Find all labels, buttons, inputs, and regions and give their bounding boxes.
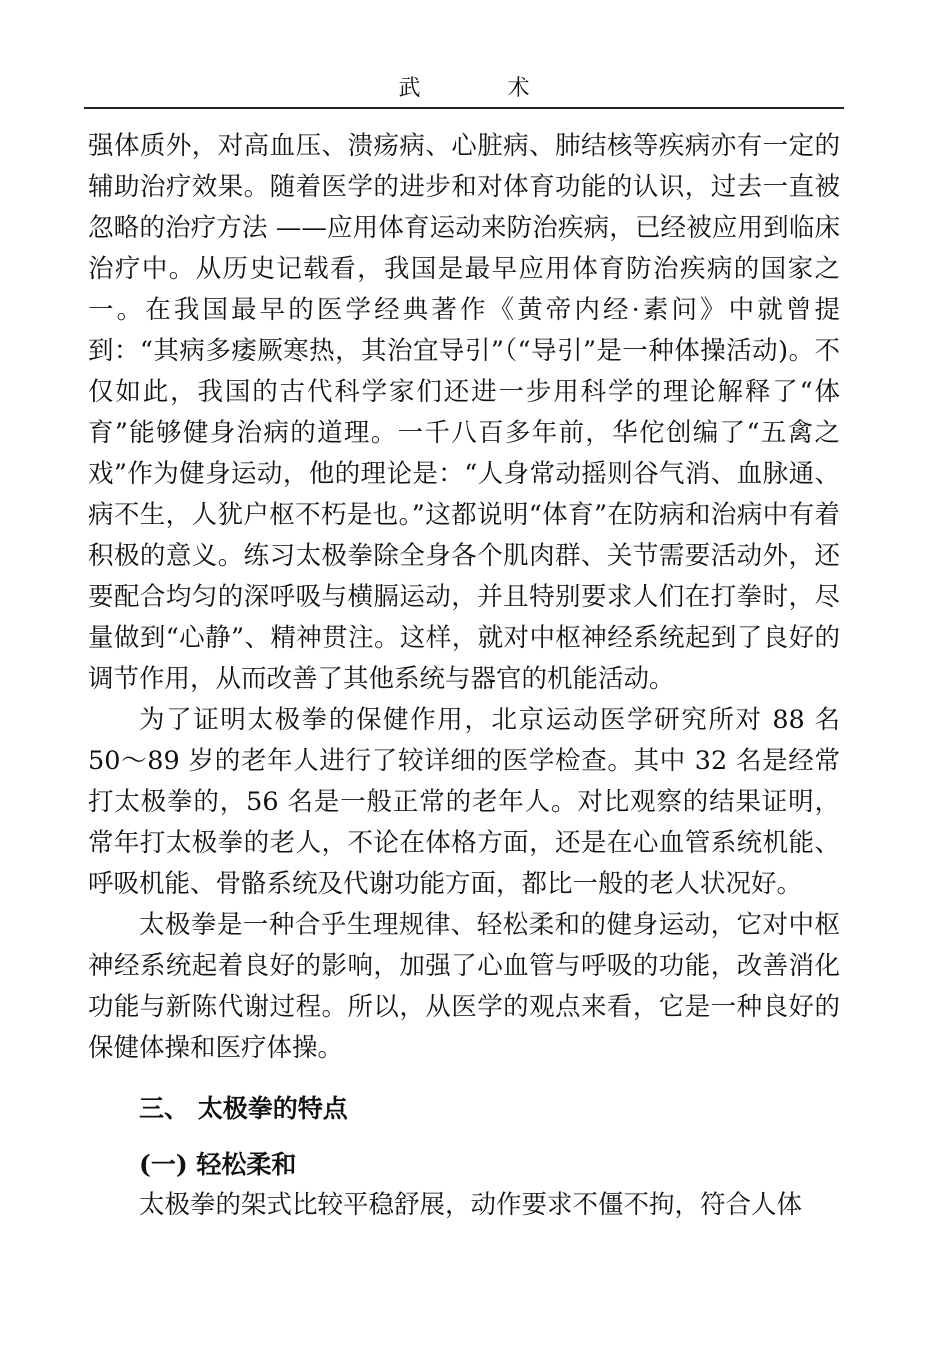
paragraph-section-start: 太极拳的架式比较平稳舒展，动作要求不僵不拘，符合人体 (139, 1190, 803, 1220)
running-header-title: 武 术 (398, 76, 570, 101)
section-heading: 三、 太极拳的特点 (139, 1094, 348, 1123)
paragraph-medical-study: 为了证明太极拳的保健作用，北京运动医学研究所对 88 名 50～89 岁的老年人进行了较详细的医学检查。其中 32 名是经常打太极拳的，56 名是一般正常的老年人。对比观察的结果证明，常年打太极拳的老人，不论在体格方面，还是在心血管系统机能、呼吸机能、骨骼系统及代谢功能方面，都比一般的老人状况好。 (88, 705, 840, 899)
subsection-heading: (一) 轻松柔和 (139, 1150, 297, 1179)
body-text (88, 126, 840, 1226)
paragraph-continued: 强体质外，对高血压、溃疡病、心脏病、肺结核等疾病亦有一定的辅助治疗效果。随着医学的进步和对体育功能的认识，过去一直被忽略的治疗方法 ——应用体育运动来防治疾病，已经被应用到临床治疗中。从历史记载看，我国是最早应用体育防治疾病的国家之一。在我国最早的医学经典著作《黄帝内经·素问》中就曾提到：“其病多痿厥寒热，其治宜导引”（“导引”是一种体操活动)。不仅如此，我国的古代科学家们还进一步用科学的理论解释了“体育”能够健身治病的道理。一千八百多年前，华佗创编了“五禽之戏”作为健身运动，他的理论是：“人身常动摇则谷气消、血脉通、病不生，人犹户枢不朽是也。”这都说明“体育”在防病和治病中有着积极的意义。练习太极拳除全身各个肌肉群、关节需要活动外，还要配合均匀的深呼吸与横膈运动，并且特别要求人们在打拳时，尽量做到“心静”、精神贯注。这样，就对中枢神经系统起到了良好的调节作用，从而改善了其他系统与器官的机能活动。 (88, 131, 840, 694)
paragraph-health-benefits: 太极拳是一种合乎生理规律、轻松柔和的健身运动，它对中枢神经系统起着良好的影响，加强了心血管与呼吸的功能，改善消化功能与新陈代谢过程。所以，从医学的观点来看，它是一种良好的保健体操和医疗体操。 (88, 910, 840, 1063)
header-rule (84, 107, 844, 109)
